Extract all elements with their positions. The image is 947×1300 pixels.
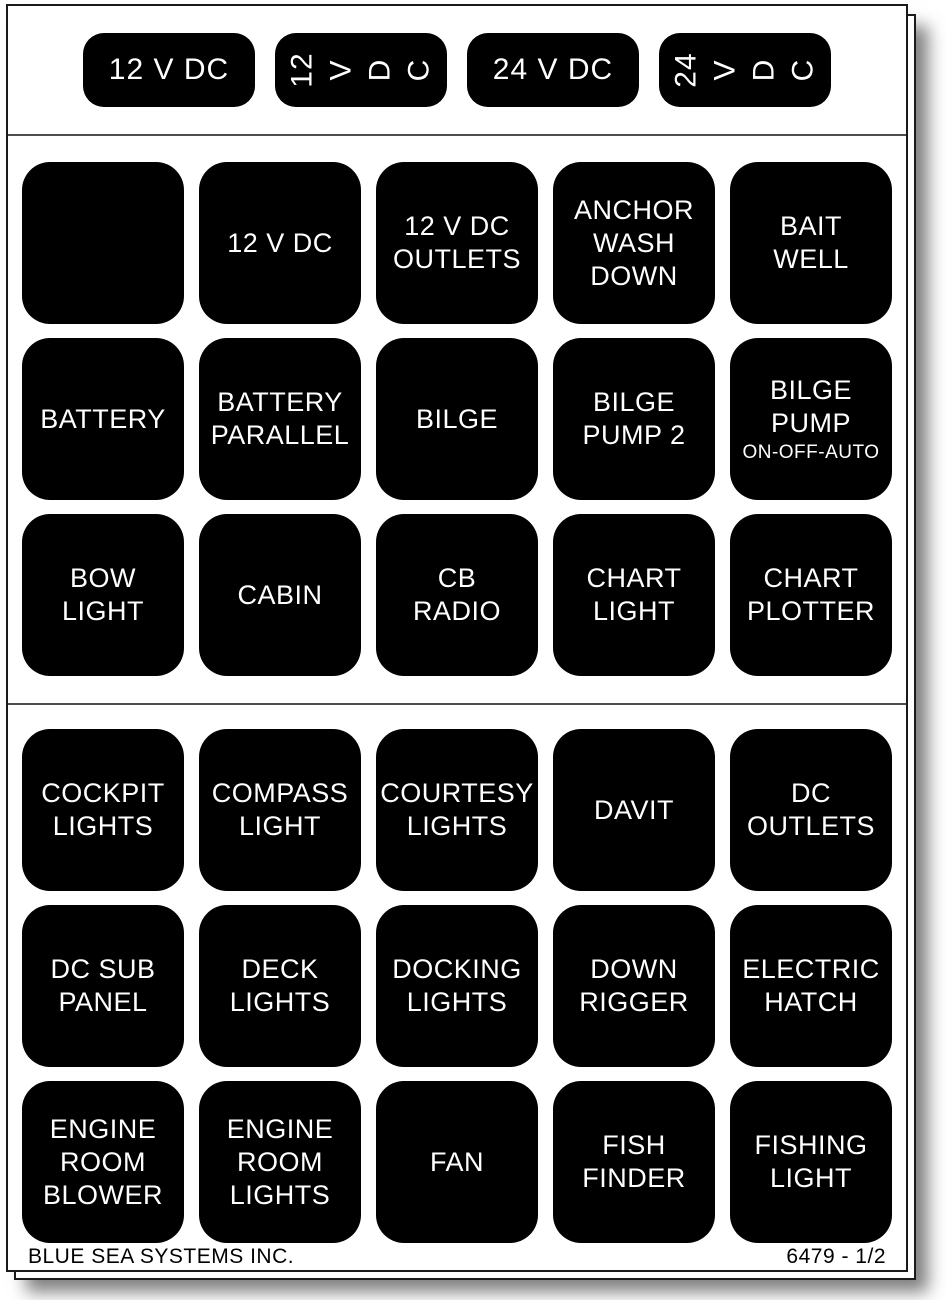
- label-line: RADIO: [412, 596, 501, 626]
- label-line: COURTESY: [380, 778, 534, 808]
- label-battery: [22, 338, 184, 500]
- label-fish-finder: [553, 1081, 715, 1243]
- label-chart-light: [553, 514, 715, 676]
- label-line: ENGINE: [49, 1113, 157, 1144]
- label-fan: [376, 1081, 538, 1243]
- label-electric-hatch: [730, 905, 892, 1067]
- label-line: ELECTRIC: [742, 954, 880, 984]
- label-line: CB: [437, 563, 477, 593]
- label-line: DOWN: [590, 260, 678, 291]
- label-compass-light: [199, 729, 361, 891]
- label-sheet-page: [6, 4, 908, 1272]
- label-line: LIGHT: [769, 1163, 852, 1193]
- label-bilge: [376, 338, 538, 500]
- label-text: D: [747, 58, 781, 82]
- label-line: FINDER: [582, 1163, 686, 1193]
- rotated-char: [787, 35, 821, 105]
- lower-panel: [8, 705, 906, 1270]
- label-24vdc-horizontal: [467, 33, 639, 107]
- label-line: DOWN: [590, 954, 678, 984]
- grid-row: [22, 514, 892, 676]
- upper-panel: [8, 136, 906, 703]
- label-subline: ON-OFF-AUTO: [742, 442, 880, 463]
- label-courtesy-lights: [376, 729, 538, 891]
- label-cabin: [199, 514, 361, 676]
- label-line: LIGHT: [592, 596, 675, 626]
- label-line: BAIT: [779, 211, 842, 241]
- label-line: CABIN: [237, 579, 323, 610]
- label-line: ENGINE: [226, 1113, 334, 1144]
- label-line: LIGHTS: [229, 1179, 331, 1210]
- label-line: 12 V DC: [227, 227, 333, 258]
- label-line: COCKPIT: [41, 778, 165, 808]
- label-line: PUMP: [770, 408, 851, 438]
- label-line: PLOTTER: [746, 596, 876, 626]
- label-line: LIGHTS: [229, 987, 331, 1017]
- label-text: 12: [285, 52, 319, 88]
- label-davit: [553, 729, 715, 891]
- label-engine-room-lights: [199, 1081, 361, 1243]
- label-text: C: [786, 58, 820, 82]
- footer-part-number: 6479 - 1/2: [786, 1245, 886, 1268]
- label-line: PARALLEL: [210, 420, 350, 450]
- rotated-char: [748, 35, 782, 105]
- label-line: FISHING: [754, 1130, 868, 1160]
- label-line: BOW: [70, 563, 136, 593]
- label-line: RIGGER: [579, 987, 689, 1017]
- label-line: LIGHTS: [52, 811, 154, 841]
- rotated-char: [325, 35, 359, 105]
- label-blank: [22, 162, 184, 324]
- label-line: WELL: [773, 244, 849, 274]
- label-line: CHART: [586, 563, 682, 593]
- label-text: 24 V DC: [492, 53, 614, 86]
- label-line: OUTLETS: [746, 811, 876, 841]
- label-line: BATTERY: [217, 387, 343, 417]
- label-text: D: [363, 58, 397, 82]
- label-line: DC SUB: [50, 954, 156, 984]
- label-text: V: [324, 59, 358, 81]
- label-bilge-pump-2: [553, 338, 715, 500]
- label-text: 24: [669, 52, 703, 88]
- label-24vdc-vertical: [659, 33, 831, 107]
- label-line: HATCH: [764, 987, 858, 1017]
- label-line: BATTERY: [40, 403, 166, 434]
- rotated-char: [364, 35, 398, 105]
- label-12vdc-horizontal: [83, 33, 255, 107]
- label-docking-lights: [376, 905, 538, 1067]
- grid-row: [22, 338, 892, 500]
- label-line: ROOM: [237, 1146, 323, 1177]
- label-battery-parallel: [199, 338, 361, 500]
- label-12vdc-vertical: [275, 33, 447, 107]
- sheet-footer: [22, 1245, 892, 1270]
- label-line: ANCHOR: [573, 194, 694, 225]
- label-cockpit-lights: [22, 729, 184, 891]
- label-bait-well: [730, 162, 892, 324]
- rotated-char: [403, 35, 437, 105]
- rotated-char: [670, 35, 704, 105]
- label-text: V: [708, 59, 742, 81]
- label-engine-room-blower: [22, 1081, 184, 1243]
- label-text: 12 V DC: [108, 53, 230, 86]
- label-fishing-light: [730, 1081, 892, 1243]
- rotated-char: [709, 35, 743, 105]
- label-line: FAN: [429, 1146, 484, 1177]
- label-line: CHART: [763, 563, 859, 593]
- label-down-rigger: [553, 905, 715, 1067]
- grid-row: [22, 905, 892, 1067]
- label-12vdc: [199, 162, 361, 324]
- label-line: BILGE: [415, 403, 499, 434]
- label-line: DOCKING: [392, 954, 522, 984]
- label-deck-lights: [199, 905, 361, 1067]
- label-line: FISH: [602, 1130, 666, 1160]
- label-chart-plotter: [730, 514, 892, 676]
- label-line: LIGHT: [238, 811, 321, 841]
- label-anchor-wash-down: [553, 162, 715, 324]
- label-text: C: [402, 58, 436, 82]
- grid-row: [22, 1081, 892, 1243]
- label-dc-sub-panel: [22, 905, 184, 1067]
- label-line: PANEL: [58, 987, 148, 1017]
- label-line: BILGE: [592, 387, 676, 417]
- label-line: BLOWER: [42, 1179, 164, 1210]
- label-line: LIGHTS: [406, 987, 508, 1017]
- label-line: OUTLETS: [392, 244, 522, 274]
- label-line: DC: [791, 778, 831, 808]
- label-bilge-pump-on-off-auto: [730, 338, 892, 500]
- top-strip: [8, 6, 906, 134]
- label-bow-light: [22, 514, 184, 676]
- footer-company: BLUE SEA SYSTEMS INC.: [28, 1245, 295, 1268]
- rotated-char: [286, 35, 320, 105]
- grid-row: [22, 729, 892, 891]
- label-line: 12 V DC: [404, 211, 510, 241]
- lower-grid: [22, 729, 892, 1243]
- grid-row: [22, 162, 892, 324]
- label-line: PUMP 2: [582, 420, 686, 450]
- label-line: DAVIT: [593, 794, 674, 825]
- label-line: ROOM: [60, 1146, 146, 1177]
- label-line: BILGE: [769, 375, 853, 405]
- label-line: LIGHT: [61, 596, 144, 626]
- label-line: COMPASS: [211, 778, 349, 808]
- label-12vdc-outlets: [376, 162, 538, 324]
- label-line: LIGHTS: [406, 811, 508, 841]
- label-line: WASH: [593, 227, 675, 258]
- label-line: DECK: [241, 954, 319, 984]
- label-cb-radio: [376, 514, 538, 676]
- label-dc-outlets: [730, 729, 892, 891]
- upper-grid: [22, 162, 892, 676]
